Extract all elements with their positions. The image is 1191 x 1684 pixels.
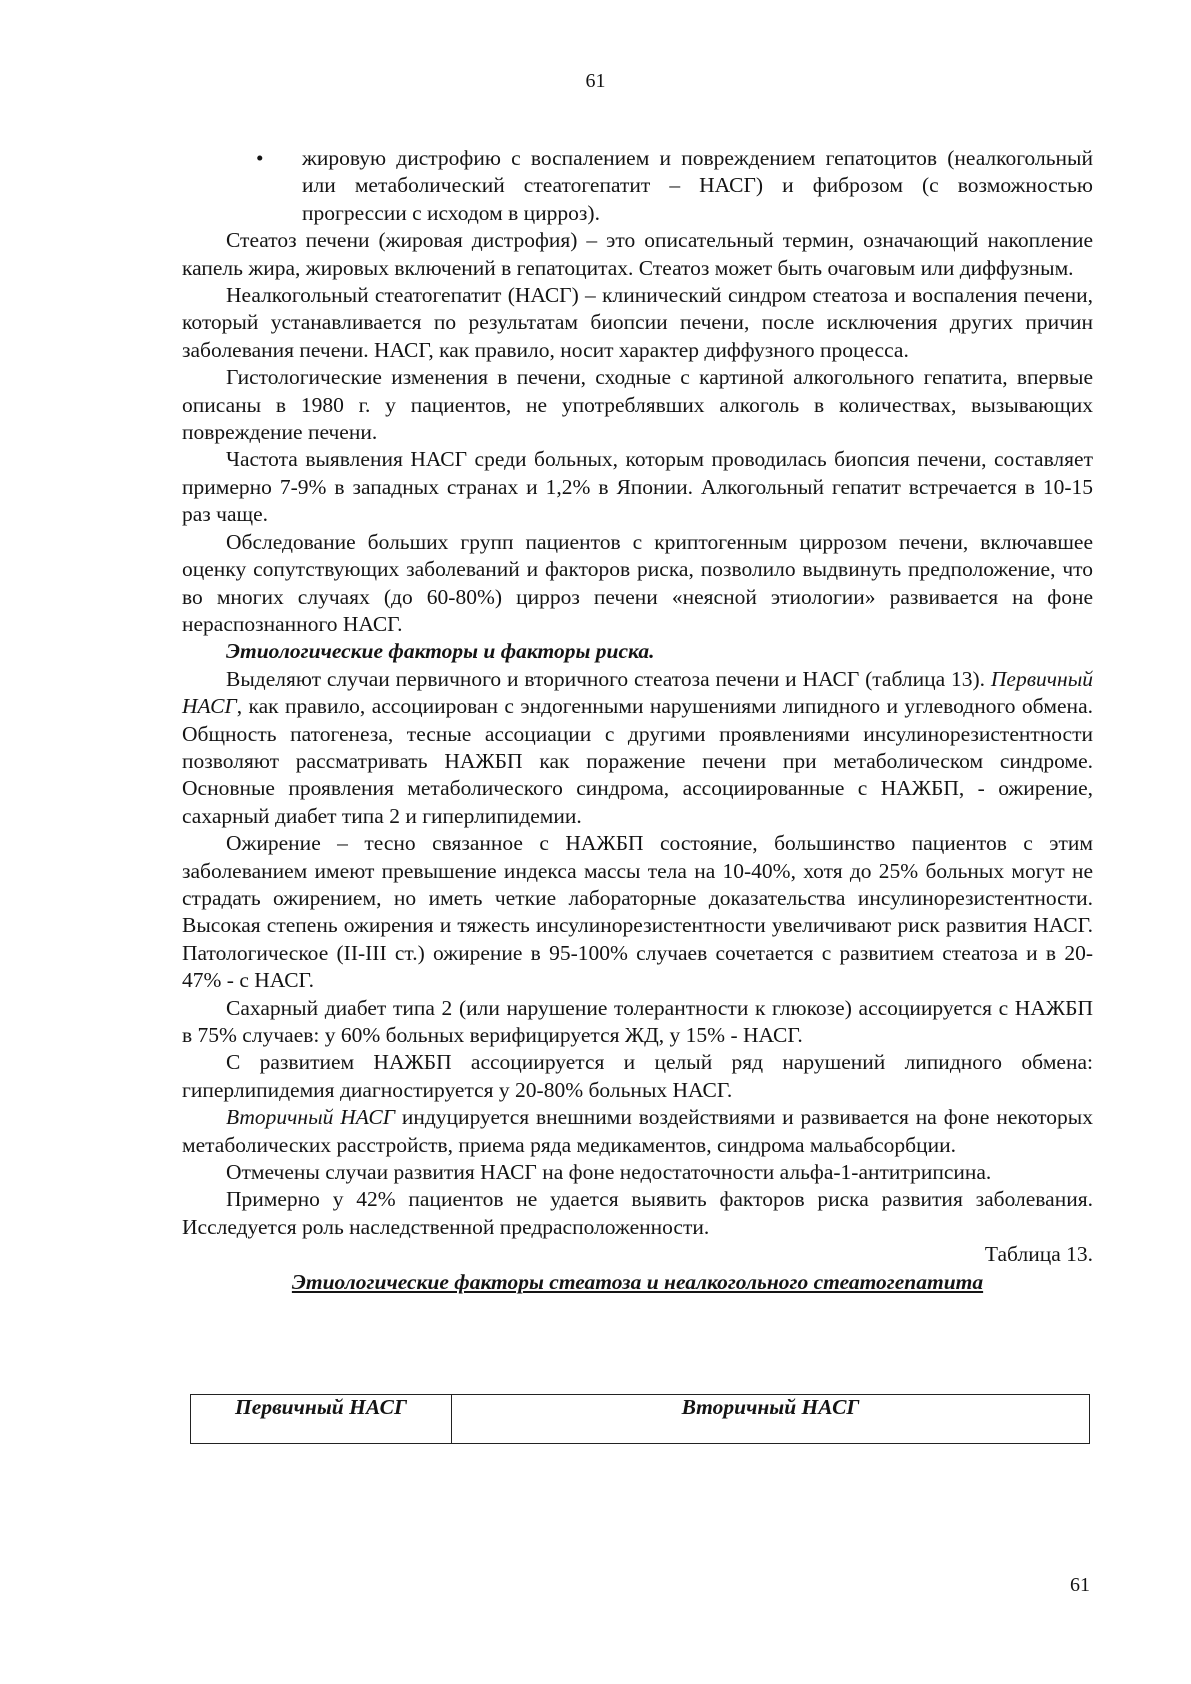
header-secondary-nash: Вторичный НАСГ [452,1395,1090,1444]
paragraph-steatosis: Стеатоз печени (жировая дистрофия) – это описательный термин, означающий накопление капель жира, жировых включений в гепатоцитах. Стеатоз может быть очаговым или диффузным. [182,228,1093,280]
page-body [182,145,1093,1296]
primary-nash-term: Первичный НАСГ [182,666,1094,719]
paragraph-histology: Гистологические изменения в печени, сходные с картиной алкогольного гепатита, впервые описаны в 1980 г. у пациентов, не употреблявших алкоголь в количествах, вызывающих повреждение печени. [182,365,1093,445]
paragraph-antitrypsin: Отмечены случаи развития НАСГ на фоне недостаточности альфа-1-антитрипсина. [226,1160,992,1185]
paragraph-obesity: Ожирение – тесно связанное с НАЖБП состояние, большинство пациентов с этим заболеванием имеют превышение индекса массы тела на 10-40%, хотя до 25% больных могут не страдать ожирением, но иметь четкие лабораторные доказательства инсулинорезистентности. Высокая степень ожирения и тяжесть инсулинорезистентности увеличивают риск развития НАСГ. Патологическое (II-III ст.) ожирение в 95-100% случаев сочетается с развитием стеатоза и в 20-47% - с НАСГ. [182,831,1093,993]
etiology-table [190,1394,1090,1444]
paragraph-unknown-risk: Примерно у 42% пациентов не удается выявить факторов риска развития заболевания. Исследуется роль наследственной предрасположенности. [182,1187,1093,1239]
paragraph-cirrhosis: Обследование больших групп пациентов с криптогенным циррозом печени, включавшее оценку сопутствующих заболеваний и факторов риска, позволило выдвинуть предположение, что во многих случаях (до 60-80%) цирроз печени «неясной этиологии» развивается на фоне нераспознанного НАСГ. [182,529,1093,636]
paragraph-lipids: С развитием НАЖБП ассоциируется и целый ряд нарушений липидного обмена: гиперлипидемия диагностируется у 20-80% больных НАСГ. [182,1050,1093,1102]
page-number-top: 61 [585,70,606,92]
page-number-bottom: 61 [1070,1574,1090,1596]
section-heading: Этиологические факторы и факторы риска. [226,639,655,664]
paragraph-primary-nash [182,666,1093,830]
primary-nash-text: , как правило, ассоциирован с эндогенными нарушениями липидного и углеводного обмена. Общность патогенеза, тесные ассоциации с другими проявлениями инсулинорезистентности позволяют рассматривать НАЖБП как поражение печени при метаболическом синдроме. Основные проявления метаболического синдрома, ассоциированные с НАЖБП, - ожирение, сахарный диабет типа 2 и гиперлипидемии. [182,694,1093,828]
bullet-item [182,145,1093,227]
table-label: Таблица 13. [984,1242,1093,1267]
header-primary-nash: Первичный НАСГ [191,1395,452,1444]
bullet-icon: • [256,146,264,170]
table-title: Этиологические факторы стеатоза и неалкогольного стеатогепатита [291,1269,984,1294]
paragraph-nash-definition: Неалкогольный стеатогепатит (НАСГ) – клинический синдром стеатоза и воспаления печени, который устанавливается по результатам биопсии печени, после исключения других причин заболевания печени. НАСГ, как правило, носит характер диффузного процесса. [182,283,1093,362]
paragraph-frequency: Частота выявления НАСГ среди больных, которым проводилась биопсия печени, составляет примерно 7-9% в западных странах и 1,2% в Японии. Алкогольный гепатит встречается в 10-15 раз чаще. [182,447,1093,527]
primary-secondary-intro: Выделяют случаи первичного и вторичного стеатоза печени и НАСГ (таблица 13). [226,666,986,691]
table-header-row [191,1395,1090,1444]
secondary-nash-text: индуцируется внешними воздействиями и развивается на фоне некоторых метаболических расстройств, приема ряда медикаментов, синдрома мальабсорбции. [182,1105,1093,1157]
paragraph-diabetes: Сахарный диабет типа 2 (или нарушение толерантности к глюкозе) ассоциируется с НАЖБП в 75% случаев: у 60% больных верифицируется ЖД, у 15% - НАСГ. [182,995,1093,1047]
secondary-nash-term: Вторичный НАСГ [226,1105,395,1130]
paragraph-secondary-nash [182,1104,1093,1159]
bullet-text: жировую дистрофию с воспалением и повреждением гепатоцитов (неалкогольный или метаболический стеатогепатит – НАСГ) и фиброзом (с возможностью прогрессии с исходом в цирроз). [302,146,1093,225]
